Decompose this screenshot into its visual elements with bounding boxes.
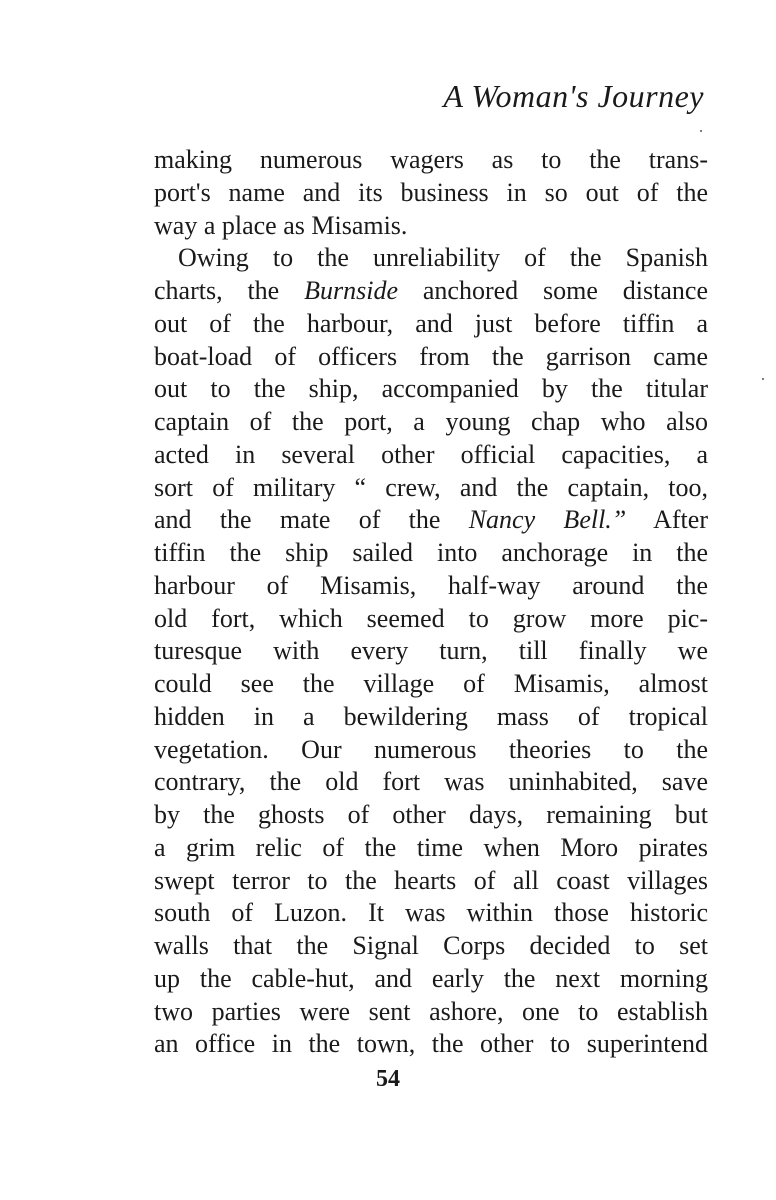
body-text bbox=[154, 144, 708, 1061]
text-line: vegetation. Our numerous theories to the bbox=[154, 734, 708, 764]
text-line: turesque with every turn, till finally we bbox=[154, 636, 708, 666]
text-line: harbour of Misamis, half-way around the bbox=[154, 570, 708, 600]
text-line: and the mate of the Nancy Bell.” After bbox=[154, 505, 708, 535]
text-line: hidden in a bewildering mass of tropical bbox=[154, 701, 708, 731]
text-line: out of the harbour, and just before tiffin a bbox=[154, 308, 708, 338]
text-line: way a place as Misamis. bbox=[154, 210, 408, 240]
running-head: A Woman's Journey bbox=[443, 78, 704, 114]
text-line: walls that the Signal Corps decided to set bbox=[154, 931, 708, 960]
text-line: a grim relic of the time when Moro pirates bbox=[154, 832, 708, 862]
text-line: Owing to the unreliability of the Spanish bbox=[178, 243, 708, 273]
text-line: making numerous wagers as to the trans- bbox=[154, 145, 708, 174]
text-line: old fort, which seemed to grow more pic- bbox=[154, 603, 708, 633]
text-line: swept terror to the hearts of all coast villages bbox=[154, 865, 708, 895]
text-line: south of Luzon. It was within those historic bbox=[154, 898, 708, 928]
text-line: out to the ship, accompanied by the titular bbox=[154, 374, 708, 404]
text-line: two parties were sent ashore, one to establish bbox=[154, 996, 708, 1026]
text-line: an office in the town, the other to superintend bbox=[154, 1029, 708, 1059]
text-line: tiffin the ship sailed into anchorage in the bbox=[154, 538, 708, 567]
text-line: boat-load of officers from the garrison came bbox=[154, 341, 708, 371]
text-line: sort of military “ crew, and the captain, too, bbox=[154, 472, 708, 502]
text-line: could see the village of Misamis, almost bbox=[154, 669, 708, 698]
text-line: up the cable-hut, and early the next morning bbox=[154, 963, 708, 993]
text-line: captain of the port, a young chap who also bbox=[154, 407, 708, 436]
page-number: 54 bbox=[376, 1066, 400, 1092]
text-line: charts, the Burnside anchored some distance bbox=[154, 276, 708, 305]
print-speck bbox=[762, 378, 764, 380]
ship-name: Burnside bbox=[304, 276, 398, 305]
text-line: acted in several other official capacities, a bbox=[154, 439, 708, 469]
print-speck bbox=[700, 130, 702, 132]
text-line: contrary, the old fort was uninhabited, save bbox=[154, 767, 708, 797]
text-line: port's name and its business in so out of the bbox=[154, 177, 708, 207]
text-line: by the ghosts of other days, remaining but bbox=[154, 800, 708, 829]
ship-name: Nancy Bell.” bbox=[468, 505, 627, 535]
